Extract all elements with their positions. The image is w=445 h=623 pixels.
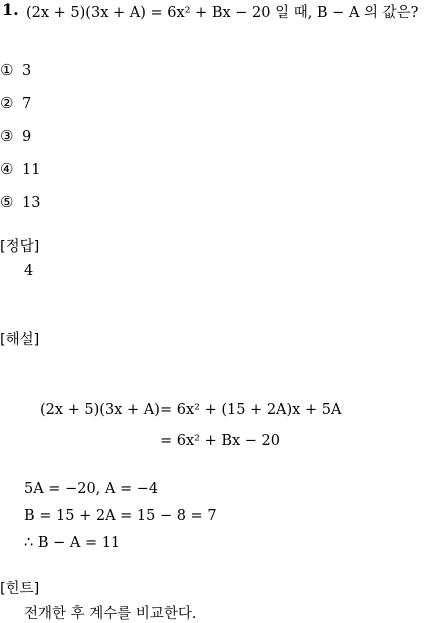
answer-label: [정답]: [0, 239, 40, 255]
choice-mark: ⑤: [0, 193, 14, 211]
choice-value: 9: [22, 129, 32, 145]
solution-step-1: 5A = −20, A = −4: [24, 481, 159, 497]
hint-text: 전개한 후 계수를 비교한다.: [24, 606, 197, 622]
choice-item-5[interactable]: [0, 193, 40, 211]
solution-label: [해설]: [0, 332, 40, 348]
choice-mark: ①: [0, 61, 14, 79]
choice-value: 11: [22, 162, 41, 178]
solution-align-lhs: (2x + 5)(3x + A): [40, 402, 160, 418]
question-text: (2x + 5)(3x + A) = 6x² + Bx − 20 일 때, B − A 의 값은?: [26, 5, 419, 21]
question-number: 1.: [2, 0, 19, 19]
choice-item-1[interactable]: [0, 61, 31, 79]
choice-mark: ④: [0, 160, 14, 178]
choice-item-3[interactable]: [0, 127, 31, 145]
solution-step-3: ∴ B − A = 11: [24, 535, 121, 551]
hint-label: [힌트]: [0, 581, 40, 597]
solution-align-rhs-1: = 6x² + (15 + 2A)x + 5A: [160, 402, 342, 418]
choice-value: 7: [22, 96, 32, 112]
choice-value: 13: [22, 195, 41, 211]
choice-item-4[interactable]: [0, 160, 40, 178]
choice-mark: ③: [0, 127, 14, 145]
choice-mark: ②: [0, 94, 14, 112]
solution-align-rhs-2: = 6x² + Bx − 20: [160, 433, 280, 449]
choice-item-2[interactable]: [0, 94, 31, 112]
solution-step-2: B = 15 + 2A = 15 − 8 = 7: [24, 508, 217, 524]
answer-value: 4: [24, 263, 34, 279]
choice-value: 3: [22, 63, 32, 79]
